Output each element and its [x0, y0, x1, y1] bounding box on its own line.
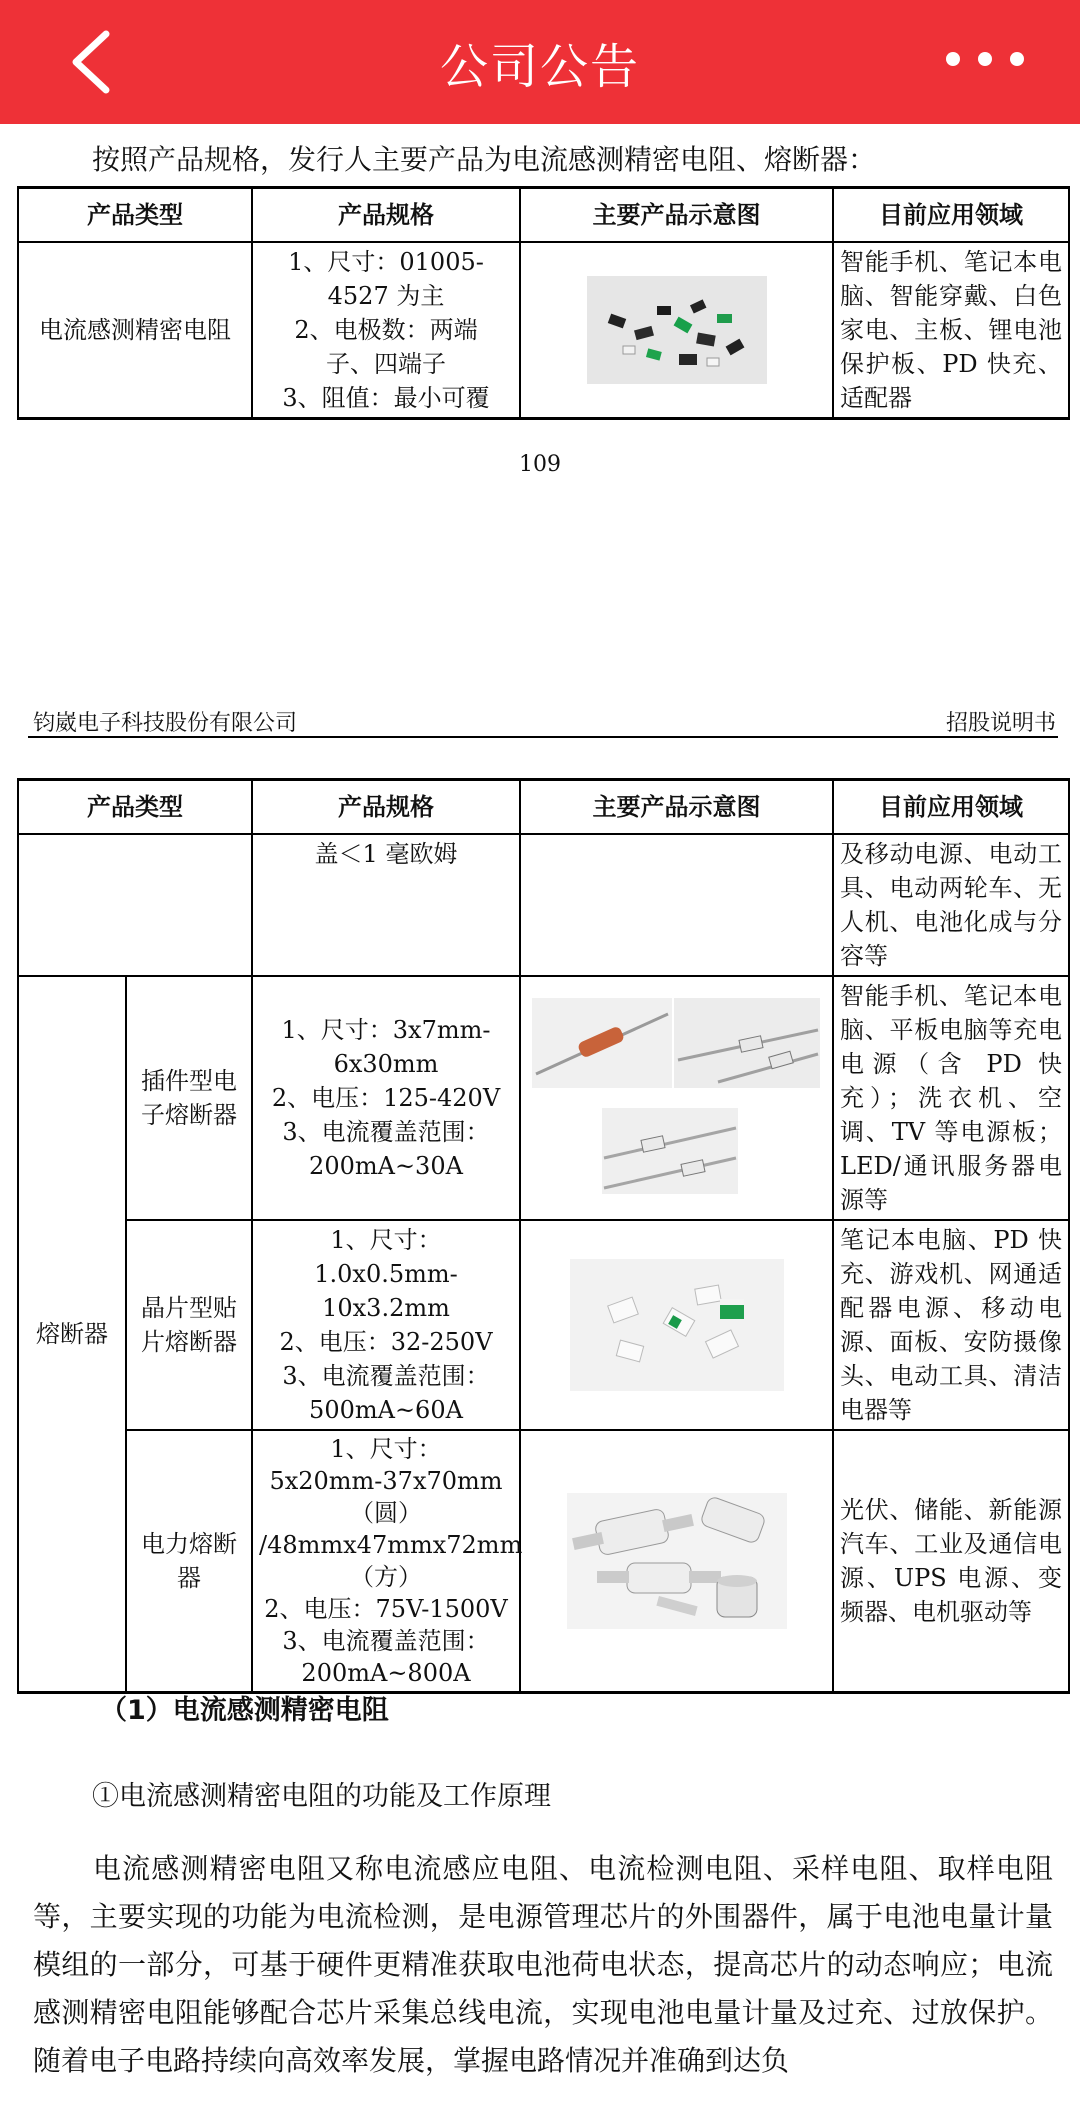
more-button[interactable] [940, 46, 1030, 72]
fuse-application-cell: 智能手机、笔记本电脑、平板电脑等充电电源（含 PD 快充）；洗衣机、空调、TV 等电源板；LED/通讯服务器电源等 [833, 976, 1069, 1220]
power-fuses-photo [520, 1430, 833, 1693]
fuse-application-cell: 笔记本电脑、PD 快充、游戏机、网通适配器电源、移动电源、面板、安防摄像头、电动工具、清洁电器等 [833, 1220, 1069, 1430]
company-name: 钧崴电子科技股份有限公司 [33, 711, 298, 736]
table-row [18, 1430, 1069, 1693]
header-product-type: 产品类型 [18, 780, 252, 835]
fuse-spec-cell: 1、尺寸：3x7mm- 6x30mm 2、电压：125-420V 3、电流覆盖范围： 200mA~30A [252, 976, 520, 1220]
body-paragraph: 电流感测精密电阻又称电流感应电阻、电流检测电阻、采样电阻、取样电阻等，主要实现的功能为电流检测，是电源管理芯片的外围器件，属于电池电量计量模组的一部分，可基于硬件更精准获取电池荷电状态，提高芯片的动态响应；电流感测精密电阻能够配合芯片采集总线电流，实现电池电量计量及过充、过放保护。随着电子电路持续向高效率发展，掌握电路情况并准确到达负 [33, 1852, 1053, 2077]
continued-spec-cell: 盖＜1 毫欧姆 [252, 834, 520, 976]
fuse-subtype-cell: 电力熔断器 [126, 1430, 252, 1693]
page-number: 109 [519, 452, 561, 477]
header-product-image: 主要产品示意图 [520, 780, 833, 835]
smd-fuses-photo [520, 1220, 833, 1430]
fuse-group-cell: 熔断器 [18, 976, 126, 1693]
table-row [18, 242, 1069, 419]
fuse-spec-cell: 1、尺寸： 1.0x0.5mm-10x3.2mm 2、电压：32-250V 3、电流覆盖范围： 500mA~60A [252, 1220, 520, 1430]
fuse-subtype-cell: 晶片型贴片熔断器 [126, 1220, 252, 1430]
fuse-subtype-cell: 插件型电子熔断器 [126, 976, 252, 1220]
fuse-application-cell: 光伏、储能、新能源汽车、工业及通信电源、UPS 电源、变频器、电机驱动等 [833, 1430, 1069, 1693]
more-dots-icon [940, 46, 1030, 72]
header-product-type: 产品类型 [18, 188, 252, 243]
header-application: 目前应用领域 [833, 188, 1069, 243]
page-title: 公司公告 [439, 39, 640, 95]
header-application: 目前应用领域 [833, 780, 1069, 835]
header-product-spec: 产品规格 [252, 188, 520, 243]
table-row [18, 976, 1069, 1220]
product-type-cell: 电流感测精密电阻 [18, 242, 252, 419]
header-product-spec: 产品规格 [252, 780, 520, 835]
table-row [18, 834, 1069, 976]
continued-application-cell: 及移动电源、电动工具、电动两轮车、无人机、电池化成与分容等 [833, 834, 1069, 976]
chip-resistors-photo [520, 242, 833, 419]
section-heading: （1）电流感测精密电阻 [100, 1695, 389, 1726]
application-cell: 智能手机、笔记本电脑、智能穿戴、白色家电、主板、锂电池保护板、PD 快充、适配器 [833, 242, 1069, 419]
product-spec-cell: 1、尺寸：01005- 4527 为主 2、电极数：两端 子、四端子 3、阻值：最小可覆 [252, 242, 520, 419]
table-row [18, 1220, 1069, 1430]
product-table-part1 [17, 186, 1070, 420]
top-app-bar [0, 0, 1080, 124]
table-header-row [18, 780, 1069, 835]
intro-paragraph: 按照产品规格，发行人主要产品为电流感测精密电阻、熔断器： [92, 143, 877, 176]
header-product-image: 主要产品示意图 [520, 188, 833, 243]
header-divider [28, 736, 1058, 738]
continued-image-cell [520, 834, 833, 976]
document-name: 招股说明书 [945, 711, 1056, 736]
fuse-spec-cell: 1、尺寸： 5x20mm-37x70mm （圆） /48mmx47mmx72mm （方） 2、电压：75V-1500V 3、电流覆盖范围： 200mA~800A [252, 1430, 520, 1693]
table-header-row [18, 188, 1069, 243]
product-table-part2 [17, 778, 1070, 1694]
axial-fuses-photo [520, 976, 833, 1220]
continued-type-cell [18, 834, 252, 976]
subsection-heading: ①电流感测精密电阻的功能及工作原理 [92, 1781, 551, 1812]
